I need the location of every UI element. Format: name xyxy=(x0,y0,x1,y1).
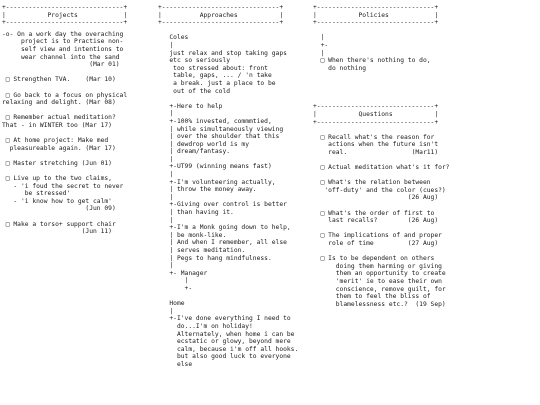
project-item[interactable]: □ Live up to the two claims, - 'i foud the secret to never be stressed' - 'i know how to get calm' (Jun 09) xyxy=(5,175,124,213)
question-item[interactable]: □ The implications of and proper role of time (27 Aug) xyxy=(320,232,442,248)
project-item[interactable]: □ Make a torso+ support chair (Jun 11) xyxy=(5,220,116,236)
projects-title: | Projects | xyxy=(2,11,128,19)
projects-box-bottom: +-------------------------------+ xyxy=(2,19,128,27)
policies-box-top: +-------------------------------+ xyxy=(313,4,439,11)
project-item[interactable]: □ Strengthen TVA. (Mar 10) xyxy=(2,76,116,84)
project-item[interactable]: □ Remember actual meditation? That - in WINTER too (Mar 17) xyxy=(2,114,116,129)
approaches-box-top: +-------------------------------+ xyxy=(158,4,284,11)
approach-here-tree[interactable]: +-Here to help | +-100% invested, commmtied, | while simultaneously viewing | over the shoulder that this | dewdrop world is my | dream/fantasy. | +-UT99 (winning means fast) | +-I'm volunteering actually, | throw the money away. | +-Giving over control is better | than having it. | +-I'm a Monk going down to help, | be monk-like. | And when I remember, all else | serves meditation. | Pegs to hang mindfulness. | +- Manager | +- xyxy=(169,102,291,292)
question-item[interactable]: □ Is to be dependent on others doing them harming or giving them an opportunity to create 'merit' ie to ease their own conscience, remove guilt, for them to feel the bliss of blamelessness etc.? (19 Sep) xyxy=(320,255,446,308)
policies-box-bottom: +-------------------------------+ xyxy=(313,19,439,27)
approaches-title: | Approaches | xyxy=(158,11,284,19)
approaches-header-box xyxy=(158,4,308,27)
questions-title: | Questions | xyxy=(313,110,439,118)
project-item[interactable]: □ Go back to a focus on physical relaxing and delight. (Mar 08) xyxy=(2,91,128,107)
projects-column xyxy=(2,4,152,236)
project-item[interactable]: -o- On a work day the overaching project is to Practise non- self view and intentions to wear channel into the sand (Mar 01) xyxy=(2,30,124,69)
approach-coles-tree[interactable]: Coles | just relax and stop taking gaps etc so seriously too stressed about: front table, gaps, ... / 'n take a break. just a place to be out of the cold xyxy=(169,34,287,95)
policies-title: | Policies | xyxy=(313,11,439,19)
policies-column xyxy=(313,4,538,308)
question-item[interactable]: □ Recall what's the reason for actions when the future isn't real. (Mar11) xyxy=(320,133,439,156)
policies-header-box xyxy=(313,4,538,27)
approaches-column xyxy=(158,4,308,369)
questions-box-top: +-------------------------------+ xyxy=(313,103,439,111)
question-item[interactable]: □ What's the order of first to last recalls? (26 Aug) xyxy=(320,209,439,225)
approaches-box-bottom: +-------------------------------+ xyxy=(158,19,284,27)
question-item[interactable]: □ What's the relation between 'off-duty' and the color (cues?) (26 Aug) xyxy=(320,179,446,202)
approach-home-tree[interactable]: Home | +-I've done everything I need to do...I'm on holiday! Alternately, when home i can be ecstatic or glowy, beyond mere calm, because i'm off all hooks. but also good luck to everyone else xyxy=(169,300,299,368)
questions-box-bottom: +-------------------------------+ xyxy=(313,118,439,126)
projects-box-top: +-------------------------------+ xyxy=(2,4,128,11)
project-item[interactable]: □ At home project: Make med pleasureable again. (Mar 17) xyxy=(5,137,116,152)
project-item[interactable]: □ Master stretching (Jun 01) xyxy=(2,159,112,167)
policy-tree[interactable]: | +- | □ When there's nothing to do, do nothing xyxy=(320,34,431,72)
question-item[interactable]: □ Actual meditation what's it for? xyxy=(313,164,450,172)
questions-header-box xyxy=(313,103,538,126)
questions-section xyxy=(313,103,538,308)
projects-header-box xyxy=(2,4,152,27)
